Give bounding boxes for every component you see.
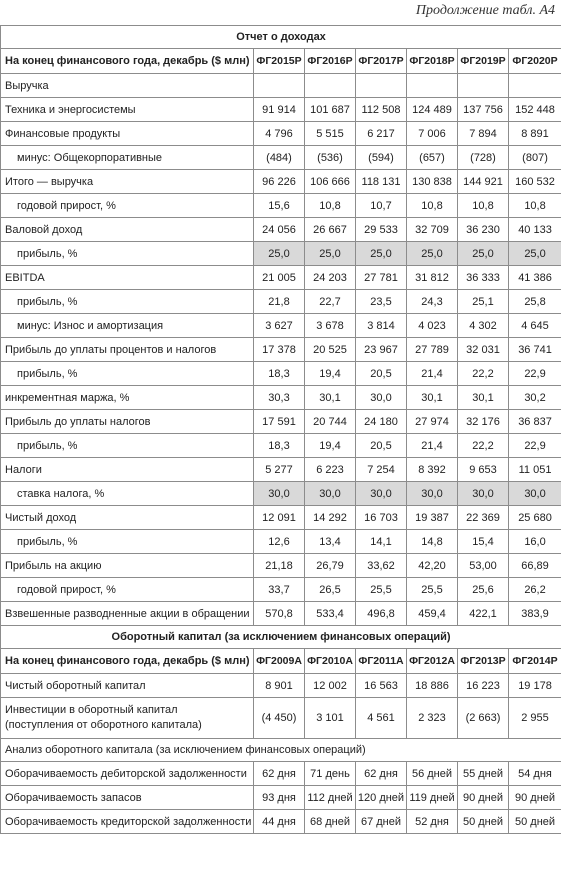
- value-cell: 10,8: [305, 194, 356, 218]
- value-cell: 4 023: [407, 314, 458, 338]
- value-cell: 10,8: [509, 194, 561, 218]
- table-row: [1, 810, 561, 834]
- value-cell: 7 006: [407, 122, 458, 146]
- table-row: [1, 674, 561, 698]
- value-cell: 30,0: [407, 482, 458, 506]
- value-cell: 14 292: [305, 506, 356, 530]
- row-label: Чистый оборотный капитал: [1, 674, 254, 698]
- value-cell: 68 дней: [305, 810, 356, 834]
- value-cell: 16 563: [356, 674, 407, 698]
- value-cell: (2 663): [458, 698, 509, 739]
- value-cell: 10,7: [356, 194, 407, 218]
- table-row: [1, 242, 561, 266]
- value-cell: [509, 74, 561, 98]
- value-cell: 2 323: [407, 698, 458, 739]
- value-cell: 21,18: [254, 554, 305, 578]
- row-label: Оборачиваемость кредиторской задолженности: [1, 810, 254, 834]
- table-row: [1, 266, 561, 290]
- value-cell: 41 386: [509, 266, 561, 290]
- value-cell: 6 217: [356, 122, 407, 146]
- value-cell: 93 дня: [254, 786, 305, 810]
- value-cell: 25,0: [407, 242, 458, 266]
- value-cell: 4 302: [458, 314, 509, 338]
- value-cell: 54 дня: [509, 762, 561, 786]
- value-cell: 15,4: [458, 530, 509, 554]
- row-label: Итого — выручка: [1, 170, 254, 194]
- value-cell: [458, 74, 509, 98]
- value-cell: 66,89: [509, 554, 561, 578]
- value-cell: 15,6: [254, 194, 305, 218]
- value-cell: 21,8: [254, 290, 305, 314]
- row-label: Налоги: [1, 458, 254, 482]
- row-label: Чистый доход: [1, 506, 254, 530]
- value-cell: [407, 74, 458, 98]
- value-cell: 26,79: [305, 554, 356, 578]
- table-row: [1, 602, 561, 626]
- value-cell: 25,0: [305, 242, 356, 266]
- row-label: годовой прирост, %: [1, 578, 254, 602]
- value-cell: 18,3: [254, 434, 305, 458]
- income-header-row: [1, 49, 561, 74]
- value-cell: 130 838: [407, 170, 458, 194]
- value-cell: 25,1: [458, 290, 509, 314]
- year-header: ФГ2009А: [254, 649, 305, 674]
- value-cell: 25 680: [509, 506, 561, 530]
- value-cell: 96 226: [254, 170, 305, 194]
- table-row: [1, 434, 561, 458]
- value-cell: 20 744: [305, 410, 356, 434]
- value-cell: 32 031: [458, 338, 509, 362]
- income-section-title: Отчет о доходах: [1, 26, 561, 49]
- value-cell: 120 дней: [356, 786, 407, 810]
- value-cell: 8 901: [254, 674, 305, 698]
- year-header: ФГ2011А: [356, 649, 407, 674]
- table-row: [1, 482, 561, 506]
- value-cell: 8 392: [407, 458, 458, 482]
- value-cell: 17 591: [254, 410, 305, 434]
- row-label: прибыль, %: [1, 362, 254, 386]
- value-cell: 16 223: [458, 674, 509, 698]
- value-cell: 23,5: [356, 290, 407, 314]
- value-cell: 22 369: [458, 506, 509, 530]
- value-cell: 22,7: [305, 290, 356, 314]
- value-cell: 24 180: [356, 410, 407, 434]
- table-row: [1, 290, 561, 314]
- value-cell: 27 781: [356, 266, 407, 290]
- value-cell: 53,00: [458, 554, 509, 578]
- value-cell: 42,20: [407, 554, 458, 578]
- row-label: Финансовые продукты: [1, 122, 254, 146]
- value-cell: 152 448: [509, 98, 561, 122]
- value-cell: 25,5: [407, 578, 458, 602]
- value-cell: 19,4: [305, 434, 356, 458]
- row-label: Техника и энергосистемы: [1, 98, 254, 122]
- table-row: [1, 314, 561, 338]
- value-cell: 137 756: [458, 98, 509, 122]
- value-cell: 112 дней: [305, 786, 356, 810]
- year-header: ФГ2019Р: [458, 49, 509, 74]
- value-cell: 13,4: [305, 530, 356, 554]
- value-cell: 10,8: [407, 194, 458, 218]
- table-row: [1, 578, 561, 602]
- value-cell: (657): [407, 146, 458, 170]
- value-cell: 71 день: [305, 762, 356, 786]
- value-cell: 40 133: [509, 218, 561, 242]
- year-header: ФГ2020Р: [509, 49, 561, 74]
- row-label: EBITDA: [1, 266, 254, 290]
- value-cell: 3 814: [356, 314, 407, 338]
- value-cell: 112 508: [356, 98, 407, 122]
- year-header: ФГ2018Р: [407, 49, 458, 74]
- value-cell: 90 дней: [509, 786, 561, 810]
- value-cell: 383,9: [509, 602, 561, 626]
- value-cell: 18 886: [407, 674, 458, 698]
- table-row: [1, 194, 561, 218]
- value-cell: [305, 74, 356, 98]
- value-cell: 8 891: [509, 122, 561, 146]
- income-section-row: [1, 26, 561, 49]
- value-cell: 18,3: [254, 362, 305, 386]
- value-cell: 50 дней: [509, 810, 561, 834]
- value-cell: 25,0: [509, 242, 561, 266]
- table-row: [1, 386, 561, 410]
- value-cell: 14,1: [356, 530, 407, 554]
- value-cell: 4 796: [254, 122, 305, 146]
- value-cell: 30,0: [305, 482, 356, 506]
- value-cell: 20 525: [305, 338, 356, 362]
- value-cell: 10,8: [458, 194, 509, 218]
- table-row: [1, 762, 561, 786]
- value-cell: 50 дней: [458, 810, 509, 834]
- income-header-label: На конец финансового года, декабрь ($ млн): [1, 49, 254, 74]
- value-cell: 25,0: [254, 242, 305, 266]
- value-cell: 21 005: [254, 266, 305, 290]
- value-cell: 496,8: [356, 602, 407, 626]
- value-cell: (4 450): [254, 698, 305, 739]
- value-cell: 27 974: [407, 410, 458, 434]
- value-cell: 30,1: [458, 386, 509, 410]
- value-cell: 33,62: [356, 554, 407, 578]
- wc-section-title: Оборотный капитал (за исключением финансовых операций): [1, 626, 561, 649]
- year-header: ФГ2014Р: [509, 649, 561, 674]
- value-cell: 6 223: [305, 458, 356, 482]
- row-label: минус: Износ и амортизация: [1, 314, 254, 338]
- row-label: прибыль, %: [1, 242, 254, 266]
- row-label: Взвешенные разводненные акции в обращении: [1, 602, 254, 626]
- table-row: [1, 410, 561, 434]
- value-cell: 29 533: [356, 218, 407, 242]
- table-row: [1, 698, 561, 739]
- value-cell: 4 645: [509, 314, 561, 338]
- value-cell: 90 дней: [458, 786, 509, 810]
- value-cell: 36 741: [509, 338, 561, 362]
- value-cell: 22,2: [458, 362, 509, 386]
- wc-section-row: [1, 626, 561, 649]
- value-cell: 19 178: [509, 674, 561, 698]
- value-cell: 5 277: [254, 458, 305, 482]
- wc-header-row: [1, 649, 561, 674]
- value-cell: 12,6: [254, 530, 305, 554]
- year-header: ФГ2017Р: [356, 49, 407, 74]
- value-cell: 570,8: [254, 602, 305, 626]
- value-cell: (807): [509, 146, 561, 170]
- value-cell: 101 687: [305, 98, 356, 122]
- financial-table: [0, 25, 561, 834]
- row-label: Оборачиваемость дебиторской задолженности: [1, 762, 254, 786]
- value-cell: 30,2: [509, 386, 561, 410]
- value-cell: 19 387: [407, 506, 458, 530]
- value-cell: 55 дней: [458, 762, 509, 786]
- value-cell: 32 176: [458, 410, 509, 434]
- value-cell: 52 дня: [407, 810, 458, 834]
- value-cell: 124 489: [407, 98, 458, 122]
- table-row: [1, 530, 561, 554]
- value-cell: [254, 74, 305, 98]
- value-cell: 2 955: [509, 698, 561, 739]
- value-cell: 422,1: [458, 602, 509, 626]
- table-row: [1, 146, 561, 170]
- value-cell: (728): [458, 146, 509, 170]
- value-cell: 91 914: [254, 98, 305, 122]
- table-row: [1, 122, 561, 146]
- value-cell: (594): [356, 146, 407, 170]
- value-cell: 36 230: [458, 218, 509, 242]
- value-cell: (484): [254, 146, 305, 170]
- value-cell: 459,4: [407, 602, 458, 626]
- value-cell: 30,1: [305, 386, 356, 410]
- row-label: Инвестиции в оборотный капитал (поступления от оборотного капитала): [1, 698, 254, 739]
- year-header: ФГ2015Р: [254, 49, 305, 74]
- value-cell: 24 203: [305, 266, 356, 290]
- value-cell: 32 709: [407, 218, 458, 242]
- value-cell: 3 101: [305, 698, 356, 739]
- value-cell: 5 515: [305, 122, 356, 146]
- value-cell: 30,1: [407, 386, 458, 410]
- value-cell: 27 789: [407, 338, 458, 362]
- row-label: прибыль, %: [1, 434, 254, 458]
- value-cell: 14,8: [407, 530, 458, 554]
- value-cell: 44 дня: [254, 810, 305, 834]
- table-row: [1, 98, 561, 122]
- value-cell: 4 561: [356, 698, 407, 739]
- wc-analysis-row: [1, 739, 561, 762]
- row-label: прибыль, %: [1, 530, 254, 554]
- value-cell: 144 921: [458, 170, 509, 194]
- value-cell: 12 002: [305, 674, 356, 698]
- value-cell: 160 532: [509, 170, 561, 194]
- value-cell: 25,6: [458, 578, 509, 602]
- value-cell: 3 678: [305, 314, 356, 338]
- year-header: ФГ2012А: [407, 649, 458, 674]
- value-cell: 30,0: [356, 386, 407, 410]
- value-cell: 26 667: [305, 218, 356, 242]
- value-cell: 22,9: [509, 362, 561, 386]
- table-row: [1, 362, 561, 386]
- value-cell: 62 дня: [356, 762, 407, 786]
- value-cell: 21,4: [407, 362, 458, 386]
- value-cell: 3 627: [254, 314, 305, 338]
- table-row: [1, 170, 561, 194]
- row-label: прибыль, %: [1, 290, 254, 314]
- value-cell: 23 967: [356, 338, 407, 362]
- row-label: Прибыль до уплаты налогов: [1, 410, 254, 434]
- value-cell: [356, 74, 407, 98]
- value-cell: 30,0: [458, 482, 509, 506]
- row-label: ставка налога, %: [1, 482, 254, 506]
- value-cell: 25,8: [509, 290, 561, 314]
- value-cell: 12 091: [254, 506, 305, 530]
- value-cell: 16 703: [356, 506, 407, 530]
- value-cell: 19,4: [305, 362, 356, 386]
- table-row: [1, 554, 561, 578]
- table-row: [1, 218, 561, 242]
- value-cell: 33,7: [254, 578, 305, 602]
- value-cell: 22,2: [458, 434, 509, 458]
- value-cell: 24,3: [407, 290, 458, 314]
- table-row: [1, 338, 561, 362]
- year-header: ФГ2013Р: [458, 649, 509, 674]
- value-cell: 20,5: [356, 434, 407, 458]
- wc-analysis-title: Анализ оборотного капитала (за исключением финансовых операций): [1, 739, 561, 762]
- value-cell: 118 131: [356, 170, 407, 194]
- value-cell: 16,0: [509, 530, 561, 554]
- row-label: годовой прирост, %: [1, 194, 254, 218]
- value-cell: 36 837: [509, 410, 561, 434]
- value-cell: 21,4: [407, 434, 458, 458]
- value-cell: 56 дней: [407, 762, 458, 786]
- value-cell: 17 378: [254, 338, 305, 362]
- table-row: [1, 74, 561, 98]
- value-cell: 36 333: [458, 266, 509, 290]
- value-cell: 9 653: [458, 458, 509, 482]
- value-cell: 25,0: [458, 242, 509, 266]
- value-cell: 31 812: [407, 266, 458, 290]
- value-cell: 106 666: [305, 170, 356, 194]
- value-cell: 30,0: [509, 482, 561, 506]
- table-row: [1, 458, 561, 482]
- value-cell: 62 дня: [254, 762, 305, 786]
- wc-header-label: На конец финансового года, декабрь ($ млн): [1, 649, 254, 674]
- value-cell: 7 894: [458, 122, 509, 146]
- value-cell: 30,0: [356, 482, 407, 506]
- row-label: Прибыль на акцию: [1, 554, 254, 578]
- value-cell: 7 254: [356, 458, 407, 482]
- value-cell: 119 дней: [407, 786, 458, 810]
- value-cell: 26,2: [509, 578, 561, 602]
- row-label: Прибыль до уплаты процентов и налогов: [1, 338, 254, 362]
- value-cell: 24 056: [254, 218, 305, 242]
- value-cell: 30,3: [254, 386, 305, 410]
- table-caption: Продолжение табл. А4: [415, 3, 555, 18]
- row-label: инкрементная маржа, %: [1, 386, 254, 410]
- value-cell: 67 дней: [356, 810, 407, 834]
- row-label: Валовой доход: [1, 218, 254, 242]
- year-header: ФГ2016Р: [305, 49, 356, 74]
- value-cell: 20,5: [356, 362, 407, 386]
- row-label: Выручка: [1, 74, 254, 98]
- table-row: [1, 506, 561, 530]
- value-cell: 25,0: [356, 242, 407, 266]
- year-header: ФГ2010А: [305, 649, 356, 674]
- value-cell: 26,5: [305, 578, 356, 602]
- value-cell: 11 051: [509, 458, 561, 482]
- value-cell: 30,0: [254, 482, 305, 506]
- financial-table-body: [1, 26, 561, 834]
- value-cell: (536): [305, 146, 356, 170]
- value-cell: 22,9: [509, 434, 561, 458]
- table-row: [1, 786, 561, 810]
- row-label: Оборачиваемость запасов: [1, 786, 254, 810]
- value-cell: 533,4: [305, 602, 356, 626]
- row-label: минус: Общекорпоративные: [1, 146, 254, 170]
- value-cell: 25,5: [356, 578, 407, 602]
